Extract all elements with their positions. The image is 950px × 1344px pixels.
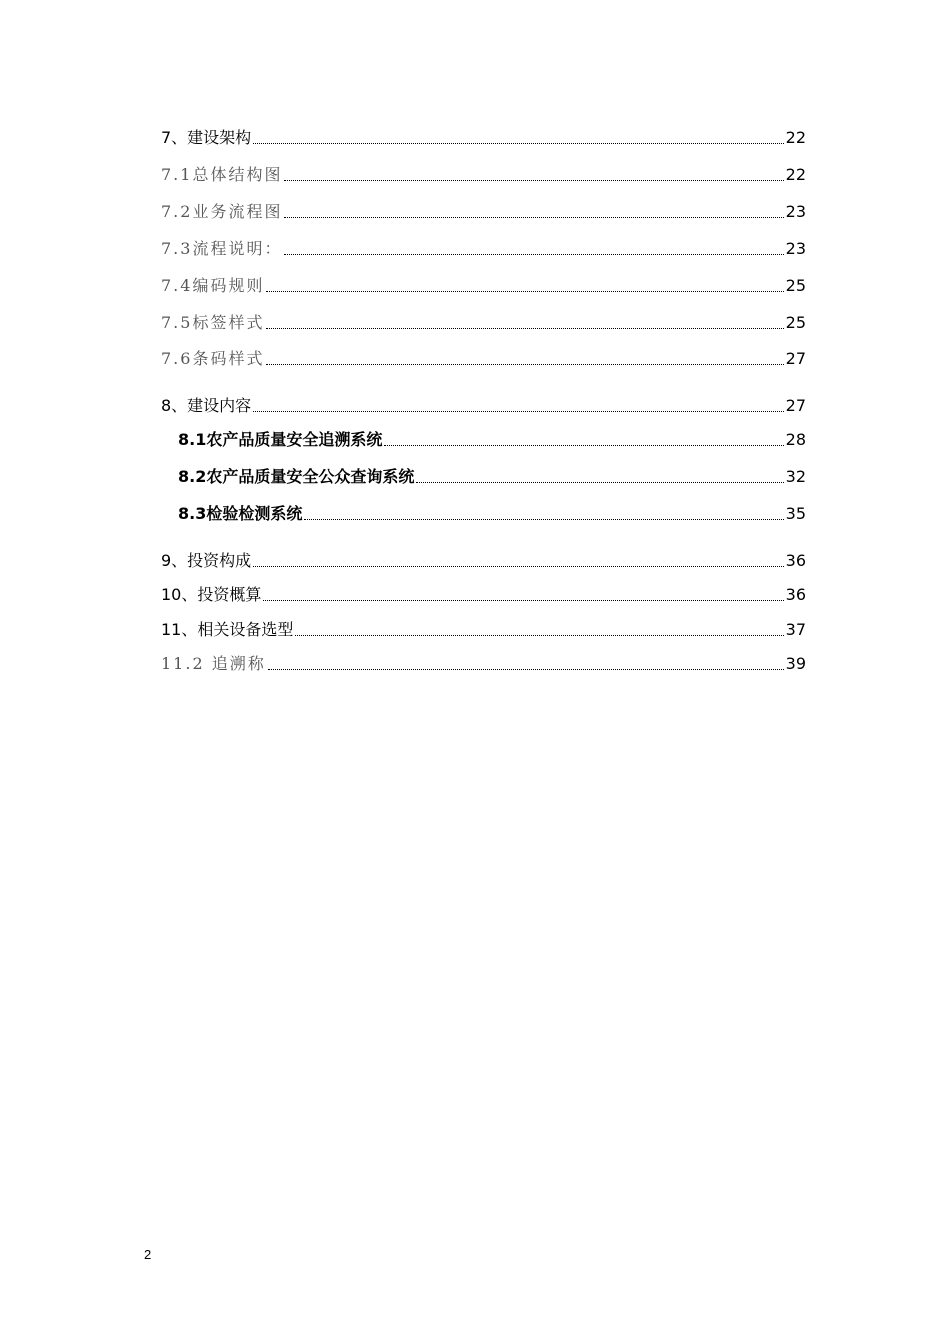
toc-entry-label: 7、建设架构 (161, 128, 252, 147)
toc-entry-label: 9、投资构成 (161, 551, 252, 570)
toc-entry-page: 22 (785, 128, 806, 147)
dot-leader (266, 290, 783, 292)
toc-entry-page: 23 (785, 239, 806, 258)
toc-entry-label: 10、投资概算 (161, 585, 262, 604)
toc-entry-page: 36 (785, 585, 806, 604)
toc-entry[interactable] (161, 577, 806, 605)
toc-entry-page: 25 (785, 313, 806, 332)
toc-entry-label: 8.1农产品质量安全追溯系统 (178, 430, 383, 449)
dot-leader (284, 179, 783, 181)
dot-leader (284, 253, 783, 255)
toc-entry[interactable] (161, 646, 806, 674)
toc-entry[interactable] (161, 268, 806, 296)
toc-entry-page: 27 (785, 349, 806, 368)
toc-entry-label: 8.2农产品质量安全公众查询系统 (178, 467, 415, 486)
dot-leader (266, 363, 783, 365)
toc-entry-page: 32 (785, 467, 806, 486)
toc-entry-label: 11、相关设备选型 (161, 620, 294, 639)
toc-entry-page: 23 (785, 202, 806, 221)
toc-entry[interactable] (161, 388, 806, 416)
toc-entry-page: 37 (785, 620, 806, 639)
toc-entry-page: 35 (785, 504, 806, 523)
dot-leader (263, 599, 783, 601)
toc-entry-label: 7.1总体结构图 (161, 165, 283, 184)
toc-entry-label: 8、建设内容 (161, 396, 252, 415)
toc-entry-label: 8.3检验检测系统 (178, 504, 303, 523)
dot-leader (253, 565, 783, 567)
toc-entry[interactable] (178, 459, 806, 487)
toc-entry-label: 7.6条码样式 (161, 349, 265, 368)
toc-entry-label: 7.2业务流程图 (161, 202, 283, 221)
toc-entry-page: 39 (785, 654, 806, 673)
toc-entry[interactable] (161, 612, 806, 640)
dot-leader (295, 634, 783, 636)
toc-entry[interactable] (161, 120, 806, 148)
toc-entry[interactable] (178, 422, 806, 450)
dot-leader (266, 327, 783, 329)
page-number: 2 (144, 1247, 152, 1262)
toc-entry[interactable] (161, 231, 806, 259)
dot-leader (384, 444, 783, 446)
toc-entry-label: 7.5标签样式 (161, 313, 265, 332)
toc-entry-page: 22 (785, 165, 806, 184)
toc-entry[interactable] (161, 194, 806, 222)
toc-entry[interactable] (178, 496, 806, 524)
dot-leader (253, 410, 783, 412)
toc-entry[interactable] (161, 157, 806, 185)
toc-entry-page: 36 (785, 551, 806, 570)
dot-leader (304, 518, 783, 520)
toc-entry-label: 7.3流程说明： (161, 239, 283, 258)
toc-entry[interactable] (161, 341, 806, 369)
toc-entry[interactable] (161, 305, 806, 333)
dot-leader (284, 216, 783, 218)
dot-leader (268, 668, 784, 670)
toc-entry-page: 25 (785, 276, 806, 295)
toc-entry-page: 27 (785, 396, 806, 415)
toc-entry-page: 28 (785, 430, 806, 449)
toc-entry[interactable] (161, 543, 806, 571)
toc-entry-label: 7.4编码规则 (161, 276, 265, 295)
dot-leader (253, 142, 783, 144)
toc-entry-label: 11.2 追溯称 (161, 654, 266, 673)
dot-leader (416, 481, 783, 483)
